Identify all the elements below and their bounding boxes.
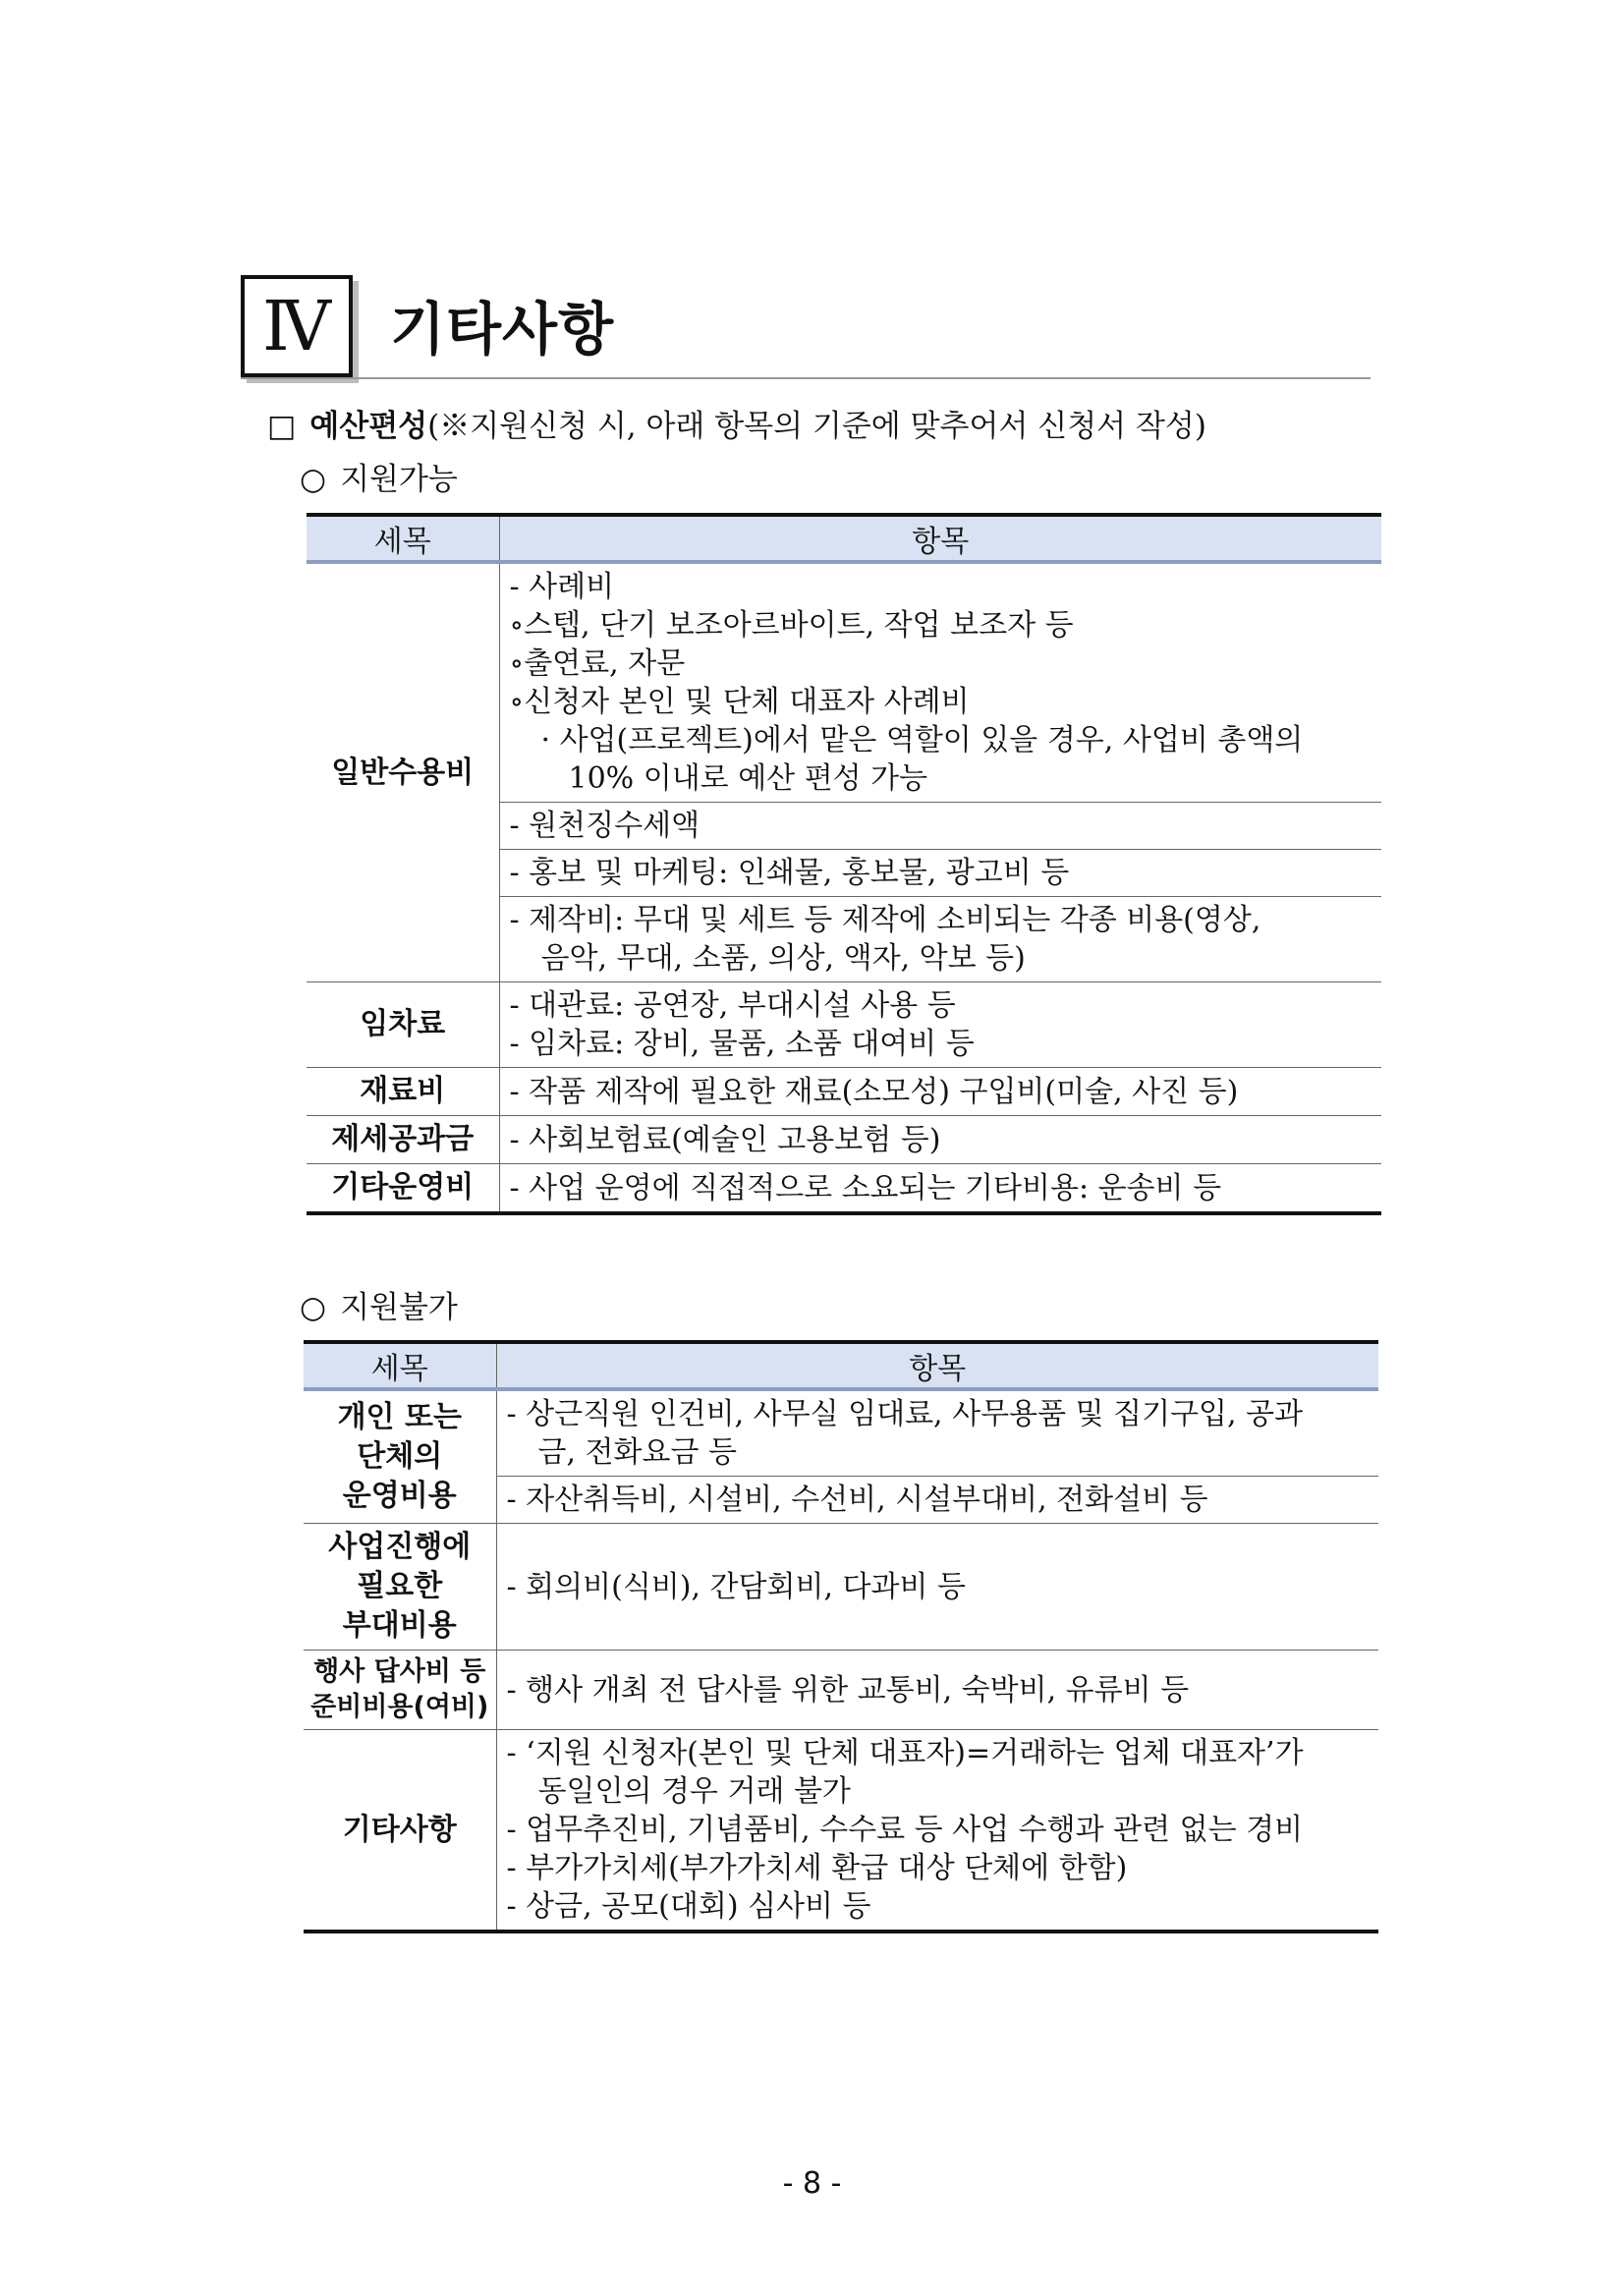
item-production-cost: - 제작비: 무대 및 세트 등 제작에 소비되는 각종 비용(영상, 음악, 무대, 소품, 의상, 액자, 악보 등) [499, 897, 1381, 982]
category-materials: 재료비 [307, 1068, 499, 1116]
subheading-supported [300, 454, 458, 498]
section-title: 예산편성 [309, 409, 428, 444]
table-row [304, 1524, 1378, 1651]
header-item: 항목 [499, 515, 1381, 562]
table-row [307, 1068, 1381, 1116]
unsupported-items-table [304, 1340, 1378, 1933]
table-row [304, 1389, 1378, 1477]
category-operating-costs: 개인 또는 단체의 운영비용 [304, 1389, 496, 1524]
circle-bullet-icon: ○ [300, 462, 327, 497]
table-row [307, 1116, 1381, 1164]
page-number: - 8 - [782, 2166, 842, 2201]
chapter-heading [241, 275, 1371, 373]
subheading-supported-label: 지원가능 [340, 462, 458, 497]
table-header-row [304, 1342, 1378, 1389]
subheading-unsupported [300, 1282, 458, 1326]
subheading-unsupported-label: 지원불가 [340, 1290, 458, 1325]
circle-bullet-icon: ○ [300, 1290, 327, 1325]
chapter-title: 기타사항 [390, 296, 615, 363]
header-category: 세목 [307, 515, 499, 562]
table-row [307, 562, 1381, 803]
item-marketing: - 홍보 및 마케팅: 인쇄물, 홍보물, 광고비 등 [499, 850, 1381, 897]
category-rent: 임차료 [307, 982, 499, 1068]
category-prep-travel: 행사 답사비 등 준비비용(여비) [304, 1651, 496, 1730]
category-operating: 기타운영비 [307, 1164, 499, 1214]
table-row [304, 1730, 1378, 1932]
item-meetings: - 회의비(식비), 간담회비, 다과비 등 [496, 1524, 1378, 1651]
square-bullet-icon: □ [267, 409, 297, 444]
table-row [304, 1651, 1378, 1730]
item-taxes: - 사회보험료(예술인 고용보험 등) [499, 1116, 1381, 1164]
section-note: (※지원신청 시, 아래 항목의 기준에 맞추어서 신청서 작성) [427, 409, 1206, 444]
header-item: 항목 [496, 1342, 1378, 1389]
table-header-row [307, 515, 1381, 562]
item-materials: - 작품 제작에 필요한 재료(소모성) 구입비(미술, 사진 등) [499, 1068, 1381, 1116]
chapter-number-box: Ⅳ [241, 275, 353, 377]
item-other: - ‘지원 신청자(본인 및 단체 대표자)=거래하는 업체 대표자’가 동일인의 경우 거래 불가 - 업무추진비, 기념품비, 수수료 등 사업 수행과 관련 없는 경비 - 부가가치세(부가가치세 환급 대상 단체에 한함) - 상금, 공모(대회) 심사비 등 [496, 1730, 1378, 1932]
item-site-visit: - 행사 개최 전 답사를 위한 교통비, 숙박비, 유류비 등 [496, 1651, 1378, 1730]
category-general-expenses: 일반수용비 [307, 562, 499, 982]
item-assets-facilities: - 자산취득비, 시설비, 수선비, 시설부대비, 전화설비 등 [496, 1477, 1378, 1524]
chapter-underline [241, 377, 1371, 379]
header-category: 세목 [304, 1342, 496, 1389]
category-incidental: 사업진행에 필요한 부대비용 [304, 1524, 496, 1651]
category-taxes: 제세공과금 [307, 1116, 499, 1164]
supported-items-table [307, 513, 1381, 1215]
item-operating: - 사업 운영에 직접적으로 소요되는 기타비용: 운송비 등 [499, 1164, 1381, 1214]
category-other: 기타사항 [304, 1730, 496, 1932]
item-withholding-tax: - 원천징수세액 [499, 803, 1381, 850]
section-budget-heading [267, 401, 1206, 445]
item-rent: - 대관료: 공연장, 부대시설 사용 등 - 임차료: 장비, 물품, 소품 대여비 등 [499, 982, 1381, 1068]
table-row [307, 982, 1381, 1068]
item-honorarium: - 사례비 ∘스텝, 단기 보조아르바이트, 작업 보조자 등 ∘출연료, 자문 ∘신청자 본인 및 단체 대표자 사례비 · 사업(프로젝트)에서 맡은 역할이 있을 경우, 사업비 총액의 10% 이내로 예산 편성 가능 [509, 570, 1304, 796]
table-row [307, 1164, 1381, 1214]
item-staff-office: - 상근직원 인건비, 사무실 임대료, 사무용품 및 집기구입, 공과 금, 전화요금 등 [506, 1397, 1304, 1470]
